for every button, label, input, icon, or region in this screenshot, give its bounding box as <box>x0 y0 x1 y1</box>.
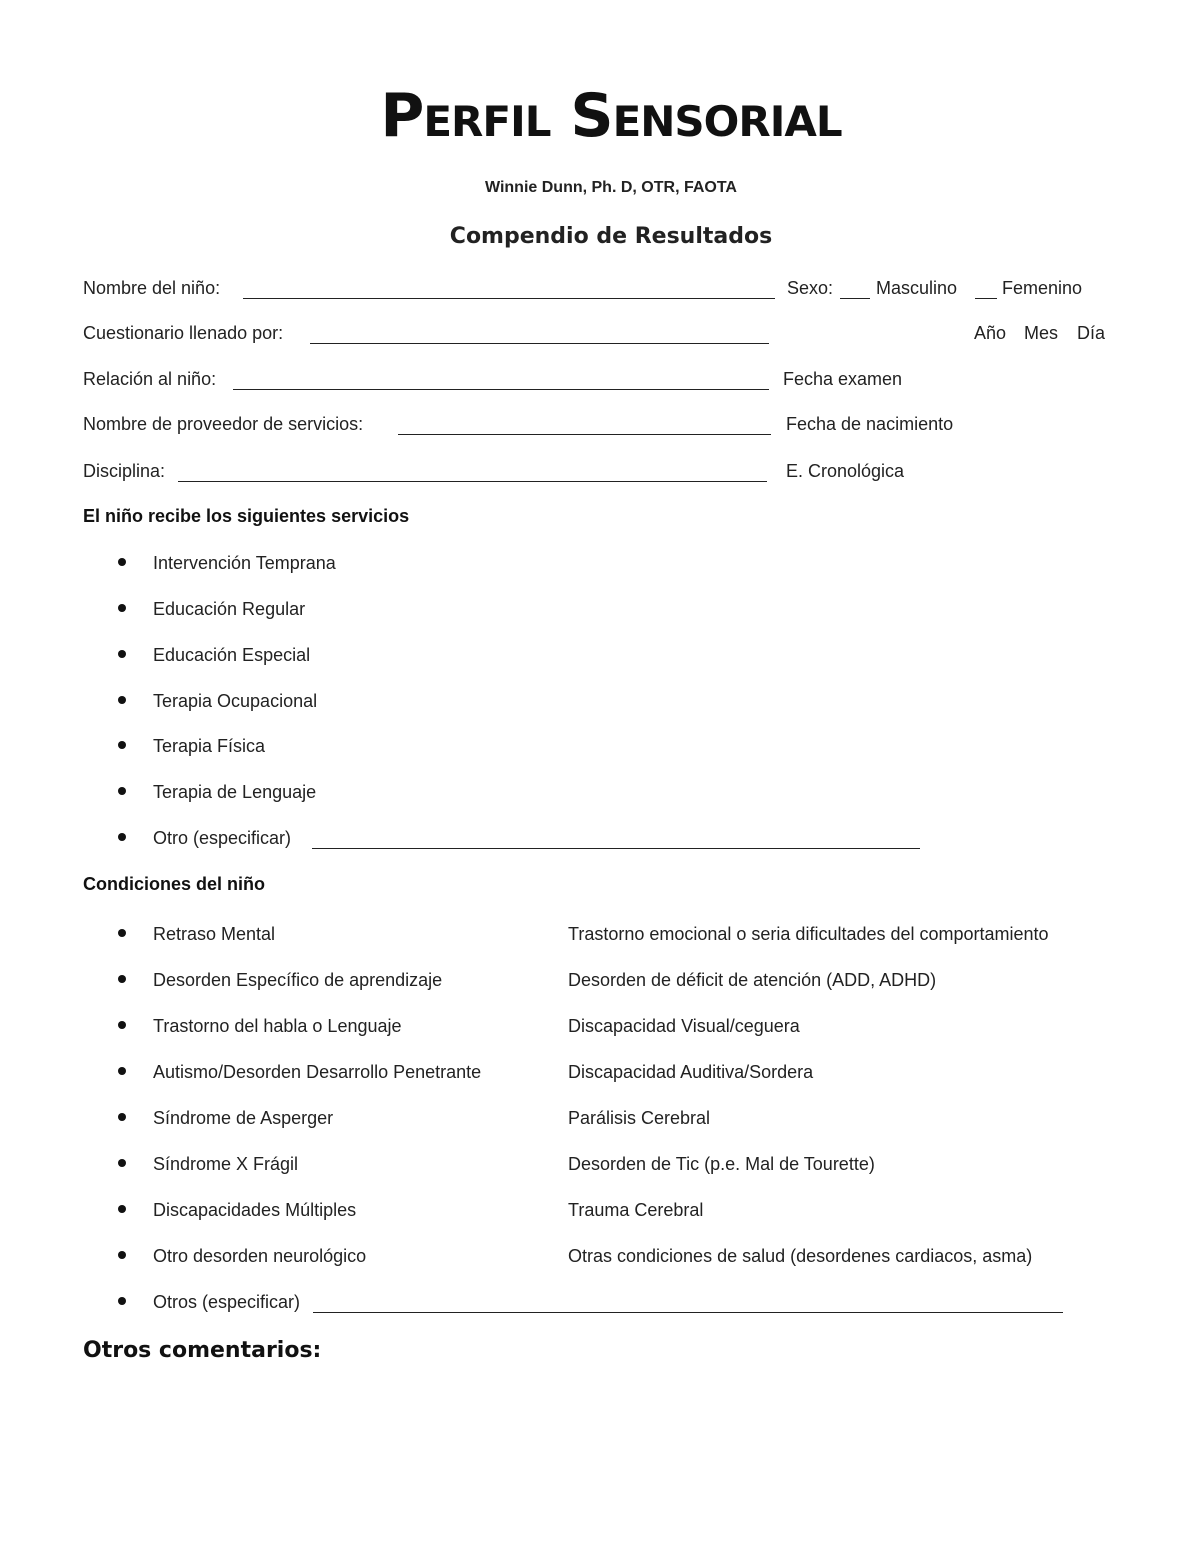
year-label: Año <box>974 323 1007 343</box>
bullet-icon <box>118 1067 126 1075</box>
bullet-icon <box>118 1159 126 1167</box>
condition-item[interactable]: Parálisis Cerebral <box>568 1108 711 1128</box>
bullet-icon <box>118 696 126 704</box>
bullet-icon <box>118 558 126 566</box>
bullet-icon <box>118 1021 126 1029</box>
condition-item[interactable]: Discapacidad Auditiva/Sordera <box>568 1062 814 1082</box>
service-item[interactable]: Terapia de Lenguaje <box>153 782 317 802</box>
condition-item[interactable]: Síndrome X Frágil <box>153 1154 299 1174</box>
condition-item[interactable]: Trastorno del habla o Lenguaje <box>153 1016 402 1036</box>
service-item-other[interactable]: Otro (especificar) <box>153 828 292 848</box>
condition-item[interactable]: Síndrome de Asperger <box>153 1108 334 1128</box>
bullet-icon <box>118 929 126 937</box>
bullet-icon <box>118 1251 126 1259</box>
condition-item[interactable]: Trauma Cerebral <box>568 1200 704 1220</box>
day-label: Día <box>1077 323 1106 343</box>
bullet-icon <box>118 975 126 983</box>
chronological-age-label: E. Cronológica <box>786 461 905 481</box>
condition-item[interactable]: Desorden de déficit de atención (ADD, ADHD) <box>568 970 937 990</box>
bullet-icon <box>118 787 126 795</box>
filled-by-label: Cuestionario llenado por: <box>83 323 284 343</box>
relation-label: Relación al niño: <box>83 369 217 389</box>
male-label: Masculino <box>876 278 958 298</box>
filled-by-field[interactable] <box>310 326 769 344</box>
bullet-icon <box>118 604 126 612</box>
birth-date-label: Fecha de nacimiento <box>786 414 954 434</box>
condition-item[interactable]: Retraso Mental <box>153 924 276 944</box>
provider-field[interactable] <box>398 417 771 435</box>
discipline-field[interactable] <box>178 464 767 482</box>
condition-item[interactable]: Otro desorden neurológico <box>153 1246 367 1266</box>
male-checkbox-line[interactable] <box>840 281 870 299</box>
services-heading: El niño recibe los siguientes servicios <box>83 506 410 526</box>
bullet-icon <box>118 833 126 841</box>
child-name-label: Nombre del niño: <box>83 278 221 298</box>
page-title: Perfil Sensorial <box>380 81 842 151</box>
service-item[interactable]: Educación Regular <box>153 599 306 619</box>
bullet-icon <box>118 1297 126 1305</box>
bullet-icon <box>118 650 126 658</box>
condition-item[interactable]: Otras condiciones de salud (desordenes cardiacos, asma) <box>568 1246 1033 1266</box>
service-item[interactable]: Terapia Ocupacional <box>153 691 318 711</box>
sex-label: Sexo: <box>787 278 834 298</box>
bullet-icon <box>118 1205 126 1213</box>
condition-other-field[interactable] <box>313 1295 1063 1313</box>
provider-label: Nombre de proveedor de servicios: <box>83 414 364 434</box>
author-line: Winnie Dunn, Ph. D, OTR, FAOTA <box>485 179 737 196</box>
comments-heading: Otros comentarios: <box>83 1338 322 1363</box>
page-subtitle: Compendio de Resultados <box>449 224 773 249</box>
exam-date-label: Fecha examen <box>783 369 903 389</box>
condition-item[interactable]: Desorden de Tic (p.e. Mal de Tourette) <box>568 1154 875 1174</box>
child-name-field[interactable] <box>243 281 775 299</box>
condition-item-other[interactable]: Otros (especificar) <box>153 1292 301 1312</box>
bullet-icon <box>118 741 126 749</box>
service-other-field[interactable] <box>312 831 920 849</box>
bullet-icon <box>118 1113 126 1121</box>
condition-item[interactable]: Desorden Específico de aprendizaje <box>153 970 443 990</box>
conditions-heading: Condiciones del niño <box>83 874 266 894</box>
month-label: Mes <box>1024 323 1059 343</box>
condition-item[interactable]: Discapacidad Visual/ceguera <box>568 1016 800 1036</box>
service-item[interactable]: Educación Especial <box>153 645 311 665</box>
relation-field[interactable] <box>233 372 769 390</box>
condition-item[interactable]: Autismo/Desorden Desarrollo Penetrante <box>153 1062 482 1082</box>
condition-item[interactable]: Trastorno emocional o seria dificultades del comportamiento <box>568 924 1049 944</box>
service-item[interactable]: Intervención Temprana <box>153 553 336 573</box>
discipline-label: Disciplina: <box>83 461 166 481</box>
female-label: Femenino <box>1002 278 1083 298</box>
female-checkbox-line[interactable] <box>975 281 997 299</box>
condition-item[interactable]: Discapacidades Múltiples <box>153 1200 357 1220</box>
service-item[interactable]: Terapia Física <box>153 736 266 756</box>
